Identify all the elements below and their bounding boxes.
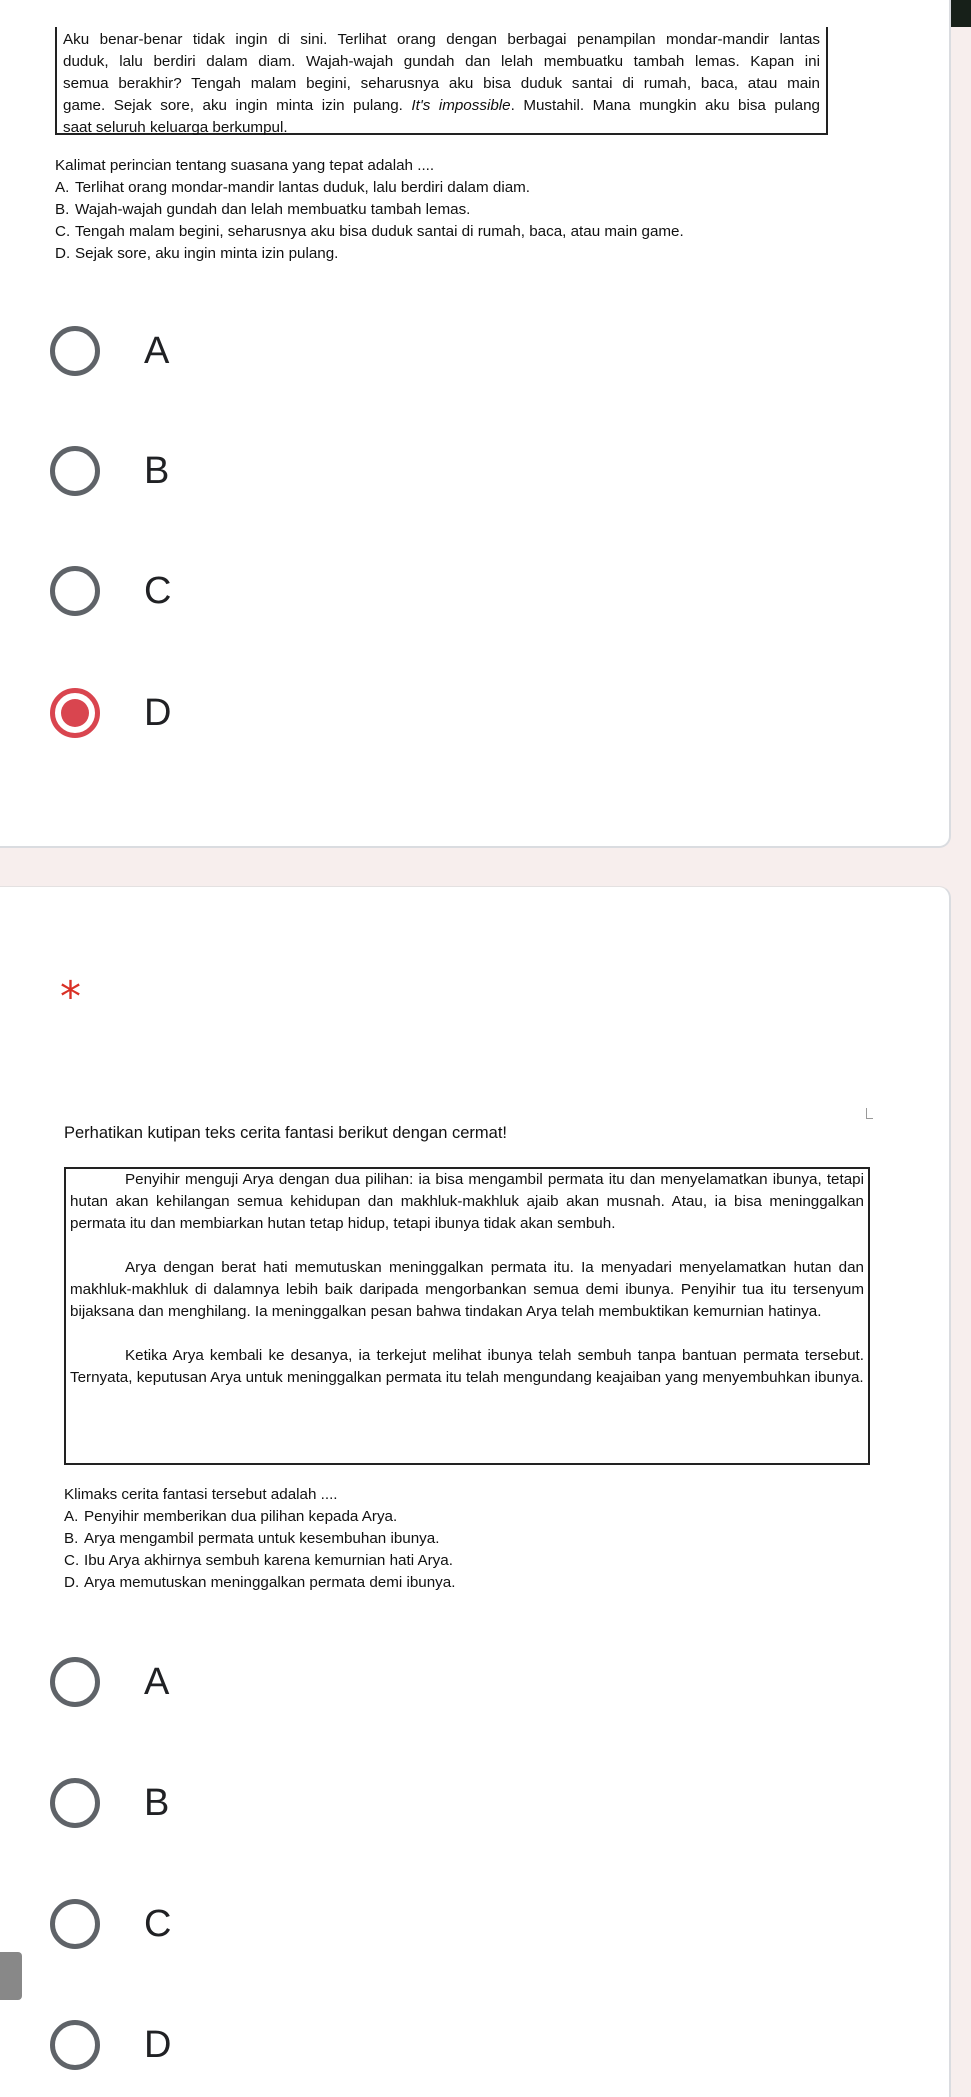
option-item xyxy=(64,1572,455,1594)
passage-line xyxy=(63,95,820,117)
corner-mark-icon xyxy=(866,1108,873,1119)
option-text: Sejak sore, aku ingin minta izin pulang. xyxy=(75,245,339,262)
choice-label: C xyxy=(144,1902,172,1945)
option-text: Terlihat orang mondar-mandir lantas duduk, lalu berdiri dalam diam. xyxy=(75,179,531,196)
option-item xyxy=(55,199,684,221)
radio-button[interactable] xyxy=(50,1778,100,1828)
option-text: Arya memutuskan meninggalkan permata demi ibunya. xyxy=(84,1574,456,1591)
passage-paragraph: Ketika Arya kembali ke desanya, ia terkejut melihat ibunya telah sembuh tanpa bantuan permata tersebut. Ternyata, keputusan Arya untuk meninggalkan permata itu telah mengundang keajaiban yang menyembuhkan ibunya. xyxy=(70,1347,864,1386)
option-letter: D. xyxy=(55,245,71,262)
passage-paragraph: Penyihir menguji Arya dengan dua pilihan: ia bisa mengambil permata itu dan menyelamatkan ibunya, tetapi hutan akan kehilangan semua kehidupan dan makhluk-makhluk ajaib akan musnah. Atau, ia bisa meninggalkan permata itu dan membiarkan hutan tetap hidup, tetapi ibunya tidak akan sembuh. xyxy=(70,1171,864,1232)
choice-label: D xyxy=(144,691,172,734)
choice-label: B xyxy=(144,449,170,492)
choice-label: C xyxy=(144,569,172,612)
q2-choice-a[interactable] xyxy=(50,1652,310,1712)
option-item xyxy=(55,221,684,243)
passage-box-1 xyxy=(55,27,828,135)
option-letter: A. xyxy=(55,179,70,196)
required-asterisk: * xyxy=(60,972,81,1021)
option-letter: D. xyxy=(64,1574,80,1591)
choice-label: B xyxy=(144,1781,170,1824)
option-text: Wajah-wajah gundah dan lelah membuatku tambah lemas. xyxy=(75,201,471,218)
radio-button[interactable] xyxy=(50,446,100,496)
radio-dot xyxy=(61,699,89,727)
passage-line: semua berakhir? Tengah malam begini, seharusnya aku bisa duduk santai di rumah, baca, atau main xyxy=(63,75,820,92)
option-letter: B. xyxy=(55,201,70,218)
option-item xyxy=(64,1528,455,1550)
q1-choice-a[interactable] xyxy=(50,321,310,381)
option-letter: A. xyxy=(64,1508,79,1525)
q1-choice-d[interactable] xyxy=(50,683,310,743)
option-item xyxy=(55,243,684,265)
question-prompt: Klimaks cerita fantasi tersebut adalah .... xyxy=(64,1486,338,1503)
option-item xyxy=(64,1506,455,1528)
passage-box-2 xyxy=(64,1167,870,1465)
question-intro: Perhatikan kutipan teks cerita fantasi berikut dengan cermat! xyxy=(64,1124,507,1142)
passage-paragraph: Arya dengan berat hati memutuskan meninggalkan permata itu. Ia menyadari menyelamatkan hutan dan makhluk-makhluk di dalamnya lebih baik daripada mengorbankan semua demi ibunya. Penyihir tua itu tersenyum bijaksana dan menghilang. Ia meninggalkan pesan bahwa tindakan Arya telah membuktikan kemurnian hatinya. xyxy=(70,1259,864,1320)
option-item xyxy=(55,177,684,199)
question-card-1 xyxy=(0,0,951,848)
option-text: Tengah malam begini, seharusnya aku bisa duduk santai di rumah, baca, atau main game. xyxy=(75,223,684,240)
option-letter: C. xyxy=(55,223,71,240)
q2-choice-c[interactable] xyxy=(50,1894,310,1954)
option-letter: C. xyxy=(64,1552,80,1569)
radio-button[interactable] xyxy=(50,2020,100,2070)
radio-button[interactable] xyxy=(50,566,100,616)
radio-button[interactable] xyxy=(50,326,100,376)
choice-label: D xyxy=(144,2023,172,2066)
radio-button[interactable] xyxy=(50,1899,100,1949)
choice-label: A xyxy=(144,329,170,372)
side-scroll-tab[interactable] xyxy=(0,1952,22,2000)
option-item xyxy=(64,1550,455,1572)
passage-italic-text: It's impossible xyxy=(411,97,511,114)
radio-button[interactable] xyxy=(50,1657,100,1707)
q2-choice-b[interactable] xyxy=(50,1773,310,1833)
q1-choice-b[interactable] xyxy=(50,441,310,501)
option-text: Ibu Arya akhirnya sembuh karena kemurnian hati Arya. xyxy=(84,1552,453,1569)
passage-line: duduk, lalu berdiri dalam diam. Wajah-wajah gundah dan lelah membuatku tambah lemas. Kapan ini xyxy=(63,53,820,70)
option-text: Penyihir memberikan dua pilihan kepada Arya. xyxy=(84,1508,398,1525)
passage-line: saat seluruh keluarga berkumpul. xyxy=(63,119,288,136)
option-list xyxy=(55,177,684,265)
option-text: Arya mengambil permata untuk kesembuhan ibunya. xyxy=(84,1530,440,1547)
q2-choice-d[interactable] xyxy=(50,2015,310,2075)
q1-choice-c[interactable] xyxy=(50,561,310,621)
passage-line: Aku benar-benar tidak ingin di sini. Terlihat orang dengan berbagai penampilan mondar-mandir lantas xyxy=(63,31,820,48)
option-letter: B. xyxy=(64,1530,79,1547)
passage-text: . Mustahil. Mana mungkin aku bisa pulang xyxy=(510,97,820,114)
radio-button[interactable] xyxy=(50,688,100,738)
passage-text: game. Sejak sore, aku ingin minta izin pulang. xyxy=(63,97,412,114)
question-prompt: Kalimat perincian tentang suasana yang tepat adalah .... xyxy=(55,157,435,174)
choice-label: A xyxy=(144,1660,170,1703)
option-list xyxy=(64,1506,455,1594)
